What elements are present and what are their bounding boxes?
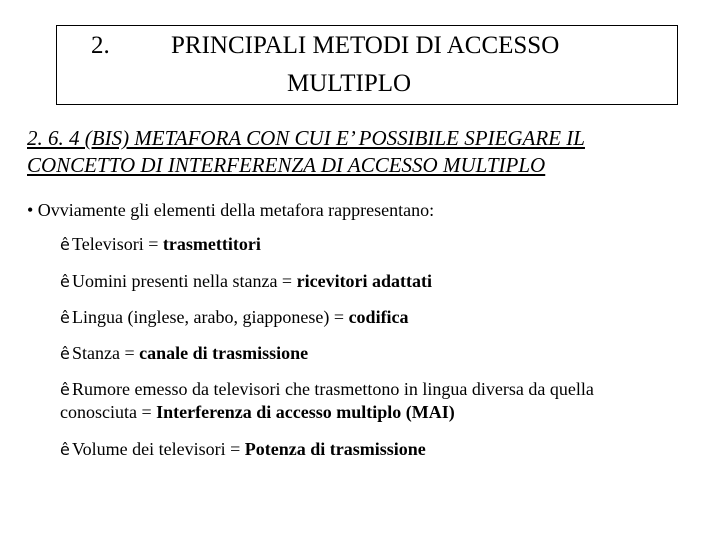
list-item-bold: codifica <box>348 307 409 327</box>
list-item-text: Rumore emesso da televisori che trasmettono in lingua diversa da quella <box>72 379 594 399</box>
bullet-arrow-icon: ê <box>60 308 70 327</box>
section-number: 2. <box>91 32 110 59</box>
bullet-arrow-icon: ê <box>60 380 70 399</box>
list-item-text-continued: conosciuta = <box>60 402 157 422</box>
list-item-bold: ricevitori adattati <box>296 271 433 291</box>
subtitle <box>27 125 707 179</box>
list-item <box>60 233 261 256</box>
list-item <box>60 438 426 461</box>
list-item-text: Stanza = <box>72 343 140 363</box>
title-box <box>56 25 678 105</box>
intro-text: • Ovviamente gli elementi della metafora rappresentano: <box>27 200 435 220</box>
subtitle-line2: CONCETTO DI INTERFERENZA DI ACCESSO MULTIPLO <box>27 153 546 177</box>
list-item-bold: Interferenza di accesso multiplo (MAI) <box>156 402 455 422</box>
page-title-line2: MULTIPLO <box>287 70 412 97</box>
list-item-text: Volume dei televisori = <box>72 439 245 459</box>
list-item-bold: Potenza di trasmissione <box>244 439 426 459</box>
list-item <box>60 306 409 329</box>
list-item-bold: canale di trasmissione <box>139 343 309 363</box>
list-item <box>60 342 308 365</box>
list-item-text: Uomini presenti nella stanza = <box>72 271 297 291</box>
page-title-line1: PRINCIPALI METODI DI ACCESSO <box>171 32 560 59</box>
bullet-arrow-icon: ê <box>60 235 70 254</box>
bullet-arrow-icon: ê <box>60 344 70 363</box>
subtitle-line1: 2. 6. 4 (BIS) METAFORA CON CUI E’ POSSIBILE SPIEGARE IL <box>27 126 585 150</box>
list-item <box>60 270 432 293</box>
bullet-arrow-icon: ê <box>60 440 70 459</box>
list-item-bold: trasmettitori <box>162 234 261 254</box>
list-item <box>60 378 594 423</box>
list-item-text: Lingua (inglese, arabo, giapponese) = <box>72 307 349 327</box>
list-item-text: Televisori = <box>72 234 163 254</box>
bullet-arrow-icon: ê <box>60 272 70 291</box>
